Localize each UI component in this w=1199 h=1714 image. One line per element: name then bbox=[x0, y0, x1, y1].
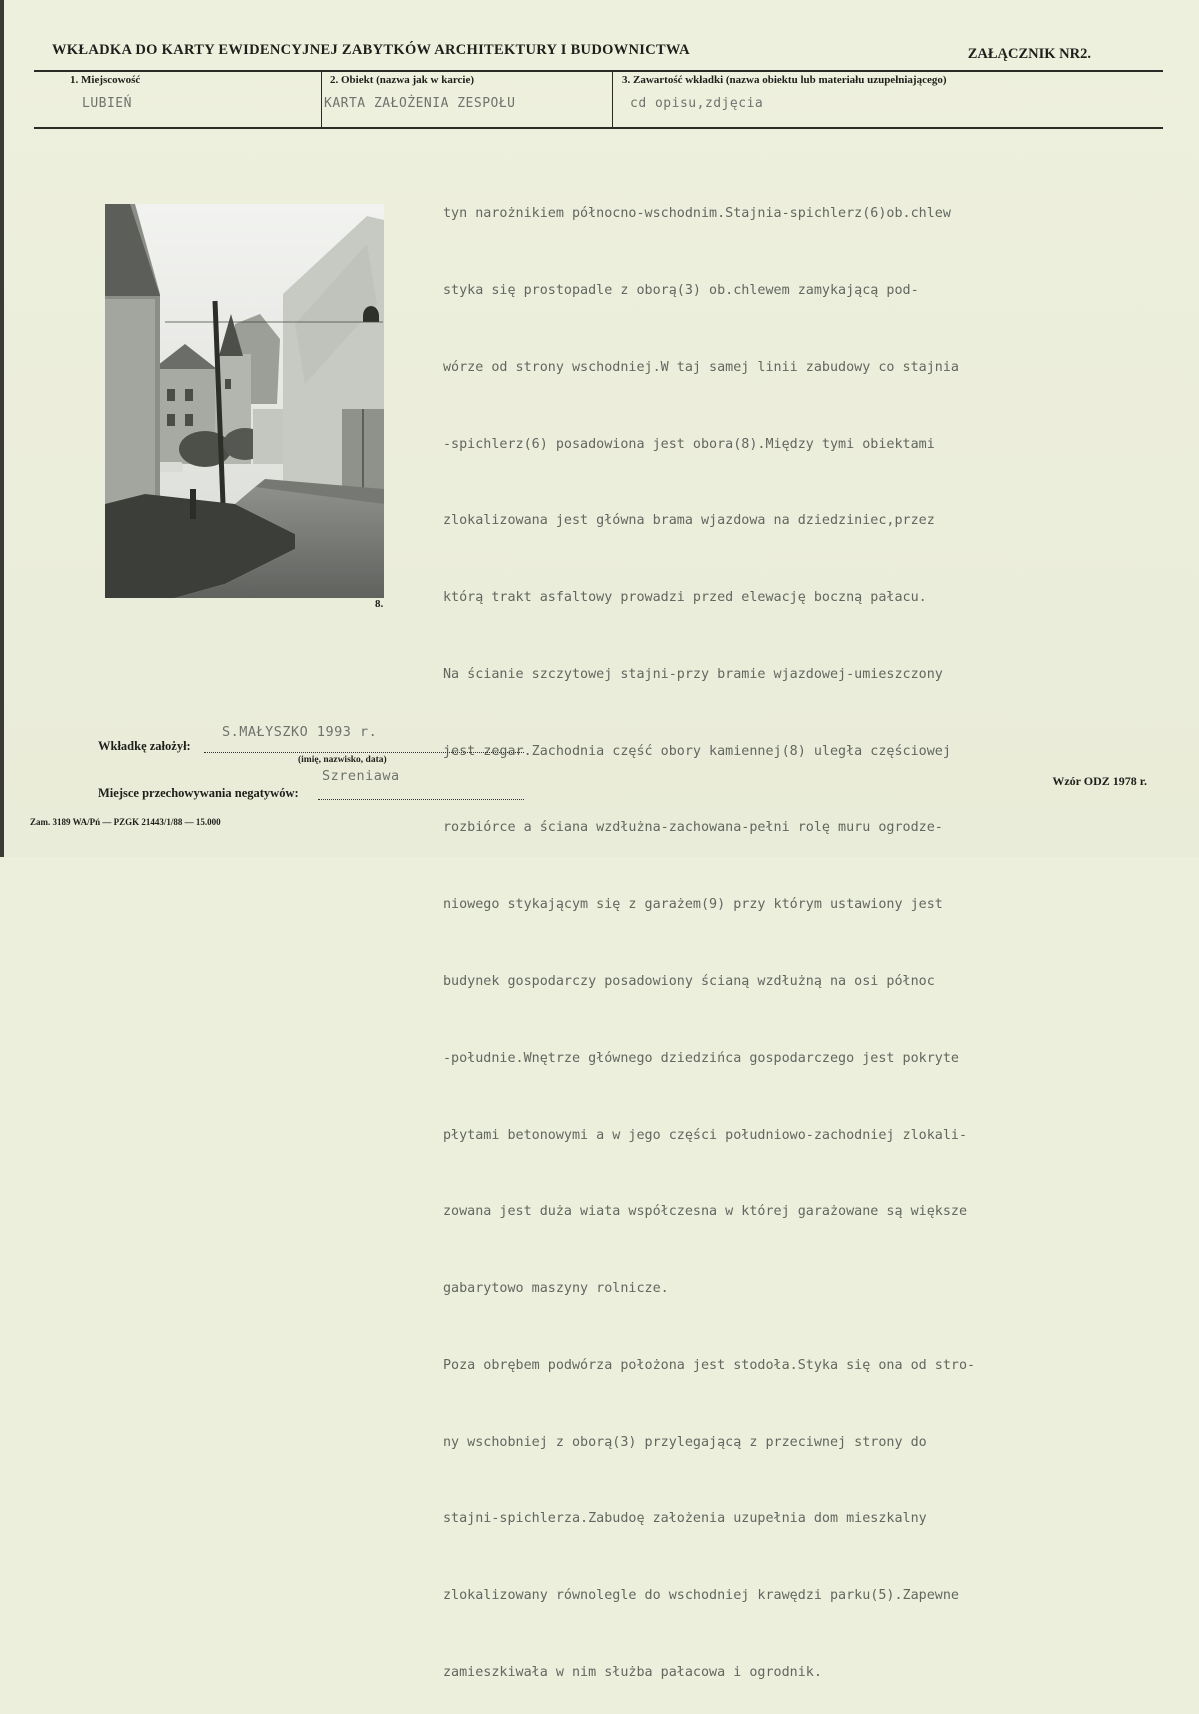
description-line: zlokalizowana jest główna brama wjazdowa na dziedziniec,przez bbox=[443, 513, 935, 529]
description-line: -spichlerz(6) posadowiona jest obora(8).Między tymi obiektami bbox=[443, 436, 935, 452]
courtyard-photo bbox=[105, 204, 384, 598]
location-label: 1. Miejscowość bbox=[70, 74, 141, 86]
object-label: 2. Obiekt (nazwa jak w karcie) bbox=[330, 74, 475, 86]
description-line: Na ścianie szczytowej stajni-przy bramie wjazdowej-umieszczony bbox=[443, 666, 943, 682]
print-info: Zam. 3189 WA/Pń — PZGK 21443/1/88 — 15.000 bbox=[30, 817, 221, 827]
attachment-number: ZAŁĄCZNIK NR2. bbox=[967, 46, 1091, 62]
description-line: zlokalizowany równolegle do wschodniej krawędzi parku(5).Zapewne bbox=[443, 1588, 959, 1604]
content-value: cd opisu,zdjęcia bbox=[630, 96, 764, 111]
form-model: Wzór ODZ 1978 r. bbox=[1052, 774, 1147, 788]
author-line bbox=[204, 752, 524, 753]
header-rule-top bbox=[34, 70, 1163, 72]
description-line: rozbiórce a ściana wzdłużna-zachowana-pełni rolę muru ogrodze- bbox=[443, 820, 943, 836]
description-line: zamieszkiwała w nim służba pałacowa i ogrodnik. bbox=[443, 1665, 822, 1681]
courtyard-photo-image bbox=[105, 204, 384, 598]
description-line: jest zegar.Zachodnia część obory kamiennej(8) uległa częściowej bbox=[443, 743, 951, 759]
description-line: gabarytowo maszyny rolnicze. bbox=[443, 1281, 669, 1297]
photo-number: 8. bbox=[375, 598, 384, 610]
header-rule-bottom bbox=[34, 127, 1163, 129]
description-line: budynek gospodarczy posadowiony ścianą wzdłużną na osi północ bbox=[443, 974, 935, 989]
description-line: ny wschobniej z oborą(3) przylegającą z przeciwnej strony do bbox=[443, 1434, 927, 1450]
location-value: LUBIEŃ bbox=[82, 96, 132, 111]
author-sublabel: (imię, nazwisko, data) bbox=[298, 755, 387, 765]
author-value: S.MAŁYSZKO 1993 r. bbox=[222, 724, 378, 740]
form-title: WKŁADKA DO KARTY EWIDENCYJNEJ ZABYTKÓW ARCHITEKTURY I BUDOWNICTWA bbox=[52, 42, 690, 58]
field-divider-2 bbox=[612, 72, 613, 127]
storage-value: Szreniawa bbox=[322, 768, 400, 784]
description-line: zowana jest duża wiata współczesna w której garażowane są większe bbox=[443, 1204, 968, 1220]
field-divider-1 bbox=[321, 72, 322, 127]
description-line: płytami betonowymi a w jego części południowo-zachodniej zlokali- bbox=[443, 1127, 968, 1143]
content-label: 3. Zawartość wkładki (nazwa obiektu lub materiału uzupełniającego) bbox=[622, 74, 947, 86]
description-line: stajni-spichlerza.Zabudoę założenia uzupełnia dom mieszkalny bbox=[443, 1511, 927, 1527]
description-line: tyn narożnikiem północno-wschodnim.Stajnia-spichlerz(6)ob.chlew bbox=[443, 206, 951, 222]
author-label: Wkładkę założył: bbox=[98, 739, 191, 753]
description-line: styka się prostopadle z oborą(3) ob.chlewem zamykającą pod- bbox=[443, 282, 919, 298]
description-text bbox=[443, 150, 1143, 1714]
storage-line bbox=[318, 799, 524, 800]
description-line: niowego stykającym się z garażem(9) przy którym ustawiony jest bbox=[443, 897, 943, 913]
description-line: Poza obrębem podwórza położona jest stodoła.Styka się ona od stro- bbox=[443, 1357, 976, 1373]
storage-label: Miejsce przechowywania negatywów: bbox=[98, 786, 299, 800]
description-line: -południe.Wnętrze głównego dziedzińca gospodarczego jest pokryte bbox=[443, 1050, 959, 1066]
object-value: KARTA ZAŁOŻENIA ZESPOŁU bbox=[324, 96, 516, 111]
description-line: wórze od strony wschodniej.W taj samej linii zabudowy co stajnia bbox=[443, 359, 959, 375]
description-line: którą trakt asfaltowy prowadzi przed elewację boczną pałacu. bbox=[443, 590, 927, 606]
